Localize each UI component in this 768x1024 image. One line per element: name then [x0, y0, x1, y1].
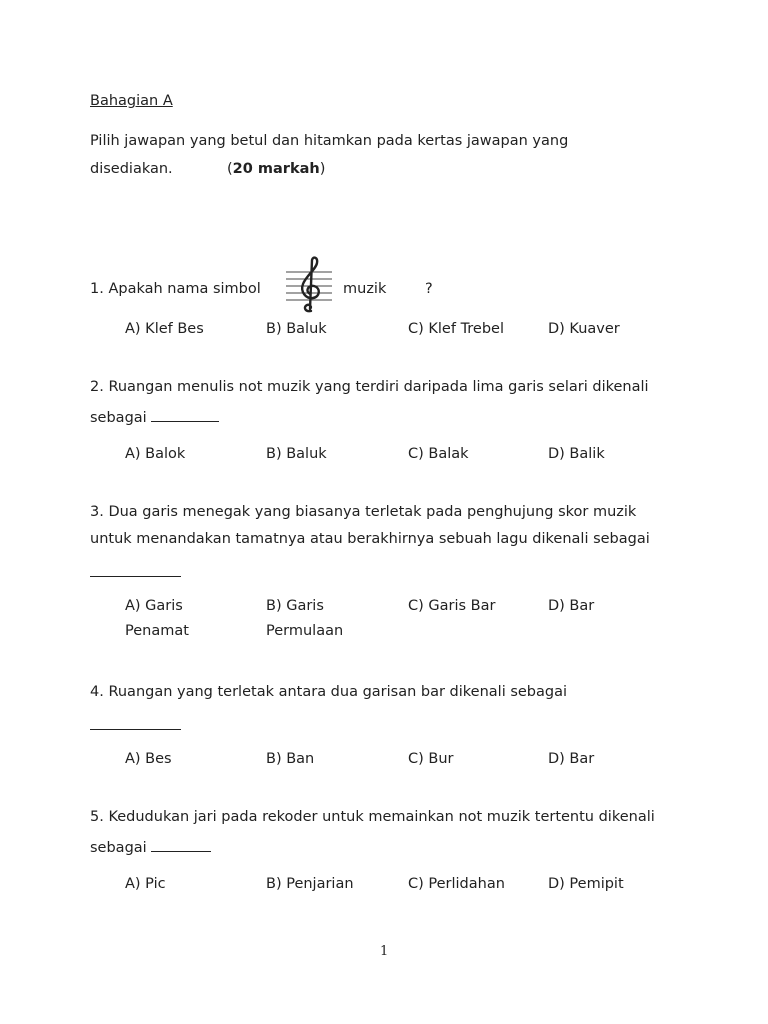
instructions-line-1: Pilih jawapan yang betul dan hitamkan pada kertas jawapan yang: [90, 133, 569, 149]
treble-clef-icon: [284, 254, 334, 314]
marks-open-paren: (: [227, 161, 233, 177]
q3-option-a-line-2: Penamat: [125, 623, 189, 639]
q4-option-c[interactable]: C) Bur: [408, 751, 454, 767]
q4-option-d[interactable]: D) Bar: [548, 751, 595, 767]
q4-option-b[interactable]: B) Ban: [266, 751, 315, 767]
instructions-line-2: disediakan.: [90, 161, 173, 177]
marks-value: 20 markah: [232, 161, 320, 177]
q3-option-b-line-1: B) Garis: [266, 598, 324, 614]
q3-option-a[interactable]: [125, 598, 189, 639]
q3-option-a-line-1: A) Garis: [125, 598, 183, 614]
q3-option-d[interactable]: D) Bar: [548, 598, 595, 614]
question-2-text: sebagai: [90, 410, 147, 426]
question-5-line-1: 5. Kedudukan jari pada rekoder untuk memainkan not muzik tertentu dikenali: [90, 809, 655, 825]
q1-option-c[interactable]: C) Klef Trebel: [408, 321, 505, 337]
q4-option-a[interactable]: A) Bes: [125, 751, 172, 767]
q5-option-d[interactable]: D) Pemipit: [548, 876, 624, 892]
question-2-line-2: [90, 407, 219, 426]
answer-blank: [151, 837, 211, 852]
q1-option-b[interactable]: B) Baluk: [266, 321, 327, 337]
section-title: Bahagian A: [90, 93, 173, 109]
question-2-line-1: 2. Ruangan menulis not muzik yang terdiri daripada lima garis selari dikenali: [90, 379, 649, 395]
q1-option-d[interactable]: D) Kuaver: [548, 321, 620, 337]
answer-blank: [90, 562, 181, 577]
question-1-text-after: muzik: [343, 281, 387, 297]
answer-blank: [151, 407, 219, 422]
q1-option-a[interactable]: A) Klef Bes: [125, 321, 204, 337]
question-4-line-1: 4. Ruangan yang terletak antara dua garisan bar dikenali sebagai: [90, 684, 568, 700]
q2-option-a[interactable]: A) Balok: [125, 446, 186, 462]
q5-option-b[interactable]: B) Penjarian: [266, 876, 354, 892]
q2-option-c[interactable]: C) Balak: [408, 446, 469, 462]
question-5-line-2: [90, 837, 211, 856]
page-number: 1: [380, 944, 389, 959]
q2-option-d[interactable]: D) Balik: [548, 446, 605, 462]
question-1-text: 1. Apakah nama simbol: [90, 281, 261, 297]
question-1-mark: ?: [425, 281, 433, 297]
question-5-text: sebagai: [90, 840, 147, 856]
answer-blank: [90, 715, 181, 730]
question-3-line-1: 3. Dua garis menegak yang biasanya terletak pada penghujung skor muzik: [90, 504, 637, 520]
q5-option-c[interactable]: C) Perlidahan: [408, 876, 505, 892]
question-3-line-2: untuk menandakan tamatnya atau berakhirnya sebuah lagu dikenali sebagai: [90, 531, 650, 547]
q3-option-b-line-2: Permulaan: [266, 623, 344, 639]
q3-option-c[interactable]: C) Garis Bar: [408, 598, 496, 614]
q2-option-b[interactable]: B) Baluk: [266, 446, 327, 462]
q3-option-b[interactable]: [266, 598, 343, 639]
marks-close-paren: ): [319, 161, 326, 177]
q5-option-a[interactable]: A) Pic: [125, 876, 166, 892]
marks-label: [227, 161, 325, 177]
